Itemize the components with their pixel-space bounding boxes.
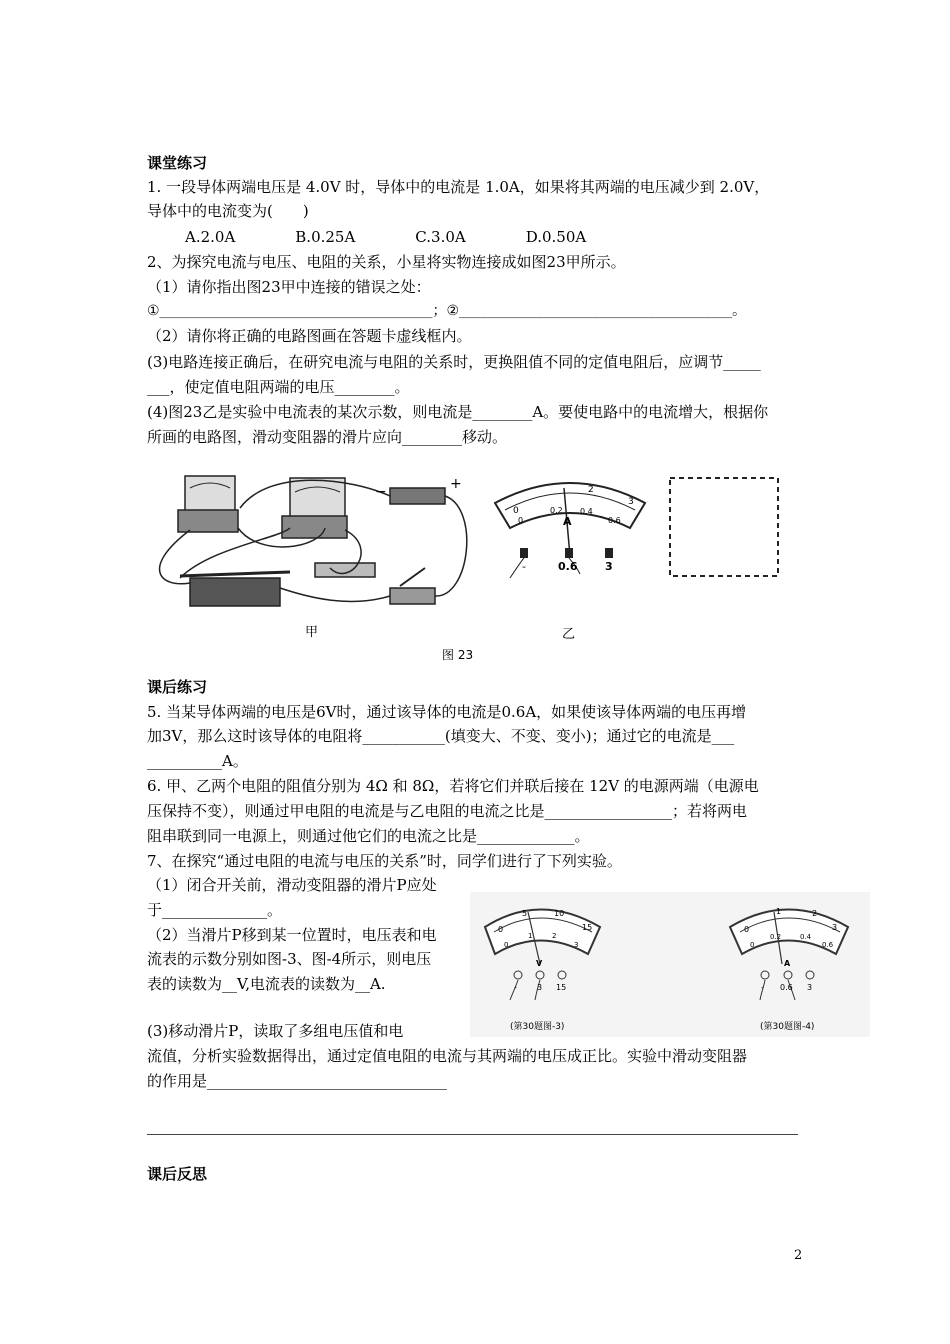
homework-title: 课后练习 <box>147 678 208 696</box>
circuit-photo <box>160 476 467 606</box>
volt-tick-bottom-0: 0 <box>504 941 509 949</box>
q5-line2: 加3V，那么这时该导体的电阻将___________(填变大、不变、变小)；通过它的电流是___ <box>147 727 735 745</box>
q5-line1: 5. 当某导体两端的电压是6V时，通过该导体的电流是0.6A，如果使该导体两端的电压再增 <box>147 703 747 721</box>
q1-line2: 导体中的电流变为( ) <box>147 202 309 220</box>
amp-unit: A <box>784 959 791 968</box>
q7-sub3-line2: 流值，分析实验数据得出，通过定值电阻的电流与其两端的电压成正比。实验中滑动变阻器 <box>147 1047 748 1065</box>
volt-tick-top-1: 5 <box>522 909 528 918</box>
amp-tick-top-2: 2 <box>812 909 818 918</box>
volt-terminal-2: 15 <box>556 983 567 992</box>
label-jia: 甲 <box>305 625 319 640</box>
q6-line2: 压保持不变），则通过甲电阻的电流是与乙电阻的电流之比是_________________；若将两电 <box>147 802 748 820</box>
amp-terminal-2: 3 <box>807 983 813 992</box>
q7-sub2-line1: （2）当滑片P移到某一位置时，电压表和电 <box>147 926 437 944</box>
volt-terminal-0: - <box>514 983 517 992</box>
q7-sub1-line1: （1）闭合开关前，滑动变阻器的滑片P应处 <box>147 876 437 894</box>
volt-terminal-1: 3 <box>537 983 543 992</box>
q6-line1: 6. 甲、乙两个电阻的阻值分别为 4Ω 和 8Ω，若将它们并联后接在 12V 的电源两端（电源电 <box>147 777 759 795</box>
figure-23 <box>150 468 800 668</box>
q7-sub2-line3: 表的读数为__V,电流表的读数为__A. <box>147 975 386 993</box>
figure-30 <box>470 892 870 1037</box>
q1-options: A.2.0A B.0.25A C.3.0A D.0.50A <box>185 228 587 246</box>
reflection-title: 课后反思 <box>147 1165 208 1183</box>
q7-sub1-line2: 于______________。 <box>147 901 283 919</box>
q7-line1: 7、在探究“通过电阻的电流与电压的关系”时，同学们进行了下列实验。 <box>147 852 622 870</box>
q7-sub3-line1: (3)移动滑片P，读取了多组电压值和电 <box>147 1022 404 1040</box>
q1-line1: 1. 一段导体两端电压是 4.0V 时，导体中的电流是 1.0A，如果将其两端的电压减少到 2.0V， <box>147 178 770 196</box>
volt-tick-top-0: 0 <box>498 925 504 934</box>
amp-tick-bottom-0: 0 <box>750 941 755 949</box>
plus-sign: + <box>450 476 462 492</box>
amp-terminal-1: 0.6 <box>780 983 793 992</box>
amp-terminal-0: - <box>761 983 764 992</box>
terminal-minus: - <box>522 560 526 573</box>
amp-tick-bottom-1: 0.2 <box>770 933 782 941</box>
volt-tick-top-2: 10 <box>554 909 565 918</box>
q2-sub3-line1: (3)电路连接正确后，在研究电流与电阻的关系时，更换阻值不同的定值电阻后，应调节_____ <box>147 353 761 371</box>
ammeter-tick-bottom-3: 0.6 <box>608 516 621 525</box>
volt-unit: V <box>536 959 543 968</box>
amp-tick-bottom-2: 0.4 <box>800 933 812 941</box>
volt-caption: (第30题图-3) <box>510 1022 565 1032</box>
q7-sub2-line2: 流表的示数分别如图-3、图-4所示，则电压 <box>147 950 432 968</box>
minus-sign: − <box>375 484 387 500</box>
volt-tick-bottom-2: 2 <box>552 932 557 940</box>
volt-tick-bottom-3: 3 <box>574 941 579 949</box>
amp-tick-bottom-3: 0.6 <box>822 941 834 949</box>
q6-line3: 阻串联到同一电源上，则通过他它们的电流之比是_____________。 <box>147 827 590 845</box>
q2-sub4-line1: (4)图23乙是实验中电流表的某次示数，则电流是________A。要使电路中的电流增大，根据你 <box>147 403 769 421</box>
q2-sub2: （2）请你将正确的电路图画在答题卡虚线框内。 <box>147 327 472 345</box>
amp-tick-top-1: 1 <box>776 907 782 916</box>
ammeter-tick-bottom-2: 0.4 <box>580 507 593 516</box>
q2-sub3-line2: ___，使定值电阻两端的电压________。 <box>147 378 410 396</box>
amp-tick-top-0: 0 <box>744 925 750 934</box>
amp-caption: (第30题图-4) <box>760 1022 815 1032</box>
terminal-06: 0.6 <box>558 560 578 573</box>
answer-box <box>670 478 778 576</box>
figure-23-caption: 图 23 <box>442 648 474 662</box>
ammeter-unit: A <box>563 515 572 528</box>
q2-sub1-answer: ①_______________________________________；②_______________________________________。 <box>147 303 747 319</box>
amp-tick-top-3: 3 <box>832 923 838 932</box>
terminal-3: 3 <box>605 560 613 573</box>
ammeter-tick-top-2: 2 <box>588 485 594 495</box>
label-yi: 乙 <box>562 627 576 642</box>
volt-tick-top-3: 15 <box>582 923 593 932</box>
q7-sub3-line3: 的作用是________________________________ <box>147 1072 448 1090</box>
q2-sub1: （1）请你指出图23甲中连接的错误之处： <box>147 278 431 296</box>
q2-line1: 2、为探究电流与电压、电阻的关系，小星将实物连接成如图23甲所示。 <box>147 253 626 271</box>
section-divider <box>147 1134 798 1135</box>
volt-tick-bottom-1: 1 <box>528 932 533 940</box>
classwork-title: 课堂练习 <box>147 154 208 172</box>
q2-sub4-line2: 所画的电路图，滑动变阻器的滑片应向________移动。 <box>147 428 508 446</box>
page-number: 2 <box>794 1248 803 1263</box>
ammeter-tick-bottom-0: 0 <box>518 516 524 525</box>
q5-line3: __________A。 <box>147 752 248 770</box>
ammeter-tick-bottom-1: 0.2 <box>550 506 563 515</box>
ammeter-tick-top-3: 3 <box>628 497 634 507</box>
ammeter-tick-top-0: 0 <box>513 506 519 516</box>
